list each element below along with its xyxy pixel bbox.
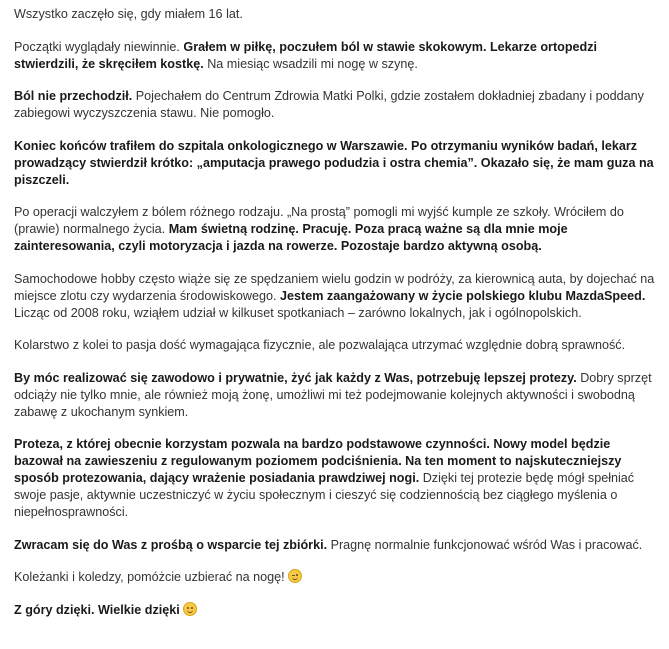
- story-paragraph: [14, 569, 659, 586]
- text: Koleżanki i koledzy, pomóżcie uzbierać na nogę!: [14, 570, 285, 584]
- story-paragraph: [14, 39, 659, 73]
- text: Samochodowe hobby często wiąże się ze spędzaniem wielu godzin w podróży, za kierownicą auta, by dojechać na miejsce zlotu czy wydarzenia środowiskowego.: [14, 271, 655, 303]
- bold-text: Zwracam się do Was z prośbą o wsparcie tej zbiórki.: [14, 537, 328, 552]
- text: Pragnę normalnie funkcjonować wśród Was i pracować.: [327, 537, 643, 552]
- text: Na miesiąc wsadzili mi nogę w szynę.: [203, 56, 418, 71]
- bold-text: Jestem zaangażowany w życie polskiego klubu MazdaSpeed.: [279, 288, 646, 303]
- bold-text: Z góry dzięki. Wielkie dzięki: [14, 602, 180, 617]
- text: Dobry sprzęt odciąży nie tylko mnie, ale również moją żonę, umożliwi mi też podejmowanie kolejnych aktywności i swobodną zabawę z ukochanym synkiem.: [14, 370, 652, 419]
- smile-emoji-icon: [183, 602, 197, 616]
- story-paragraph: [14, 537, 659, 554]
- text: Dzięki tej protezie będę mógł spełniać swoje pasje, aktywnie uczestniczyć w życiu społecznym i cieszyć się codziennością bez ciągłego myślenia o niepełnosprawności.: [14, 471, 635, 519]
- story-paragraph: [14, 370, 659, 421]
- bold-text: Koniec końców trafiłem do szpitala onkologicznego w Warszawie. Po otrzymaniu wyników badań, lekarz prowadzący stwierdził krótko: „amputacja prawego podudzia i ostra chemia”. Okazało się, że mam guza na piszczeli.: [14, 138, 654, 187]
- text: Licząc od 2008 roku, wziąłem udział w kilkuset spotkaniach – zarówno lokalnych, jak i ogólnopolskich.: [14, 305, 582, 320]
- text: Kolarstwo z kolei to pasja dość wymagająca fizycznie, ale pozwalająca utrzymać względnie dobrą sprawność.: [14, 338, 626, 352]
- bold-text: Ból nie przechodził.: [14, 89, 133, 103]
- text: Pojechałem do Centrum Zdrowia Matki Polki, gdzie zostałem dokładniej zbadany i poddany zabiegowi wyczyszczenia stawu. Nie pomogło.: [14, 89, 644, 120]
- bold-text: Proteza, z której obecnie korzystam pozwala na bardzo podstawowe czynności. Nowy model będzie bazował na zawieszeniu z regulowanym poziomem podciśnienia. Na ten moment to najskuteczniejszy sposób protezowania, dający wrażenie posiadania prawdziwej nogi.: [14, 437, 622, 485]
- story-paragraph: [14, 204, 659, 255]
- bold-text: Grałem w piłkę, poczułem ból w stawie skokowym. Lekarze ortopedzi stwierdzili, że skręciłem kostkę.: [14, 39, 598, 71]
- story-paragraph: [14, 337, 659, 354]
- story-paragraph: [14, 602, 659, 619]
- story-paragraph: [14, 6, 659, 23]
- story-paragraph: [14, 271, 659, 322]
- text: Początki wyglądały niewinnie.: [14, 39, 184, 54]
- wink-emoji-icon: [288, 569, 302, 583]
- story-paragraph: [14, 138, 659, 189]
- bold-text: By móc realizować się zawodowo i prywatnie, żyć jak każdy z Was, potrzebuję lepszej protezy.: [14, 370, 577, 385]
- text: Wszystko zaczęło się, gdy miałem 16 lat.: [14, 7, 243, 21]
- text: Po operacji walczyłem z bólem różnego rodzaju. „Na prostą” pomogli mi wyjść kumple ze szkoły. Wróciłem do (prawie) normalnego życia.: [14, 205, 624, 236]
- bold-text: Mam świetną rodzinę. Pracuję. Poza pracą ważne są dla mnie moje zainteresowania, czyli motoryzacja i jazda na rowerze. Pozostaje bardzo aktywną osobą.: [14, 222, 568, 253]
- story-paragraph: [14, 88, 659, 122]
- story-paragraph: [14, 436, 659, 521]
- fundraiser-description: [14, 6, 659, 634]
